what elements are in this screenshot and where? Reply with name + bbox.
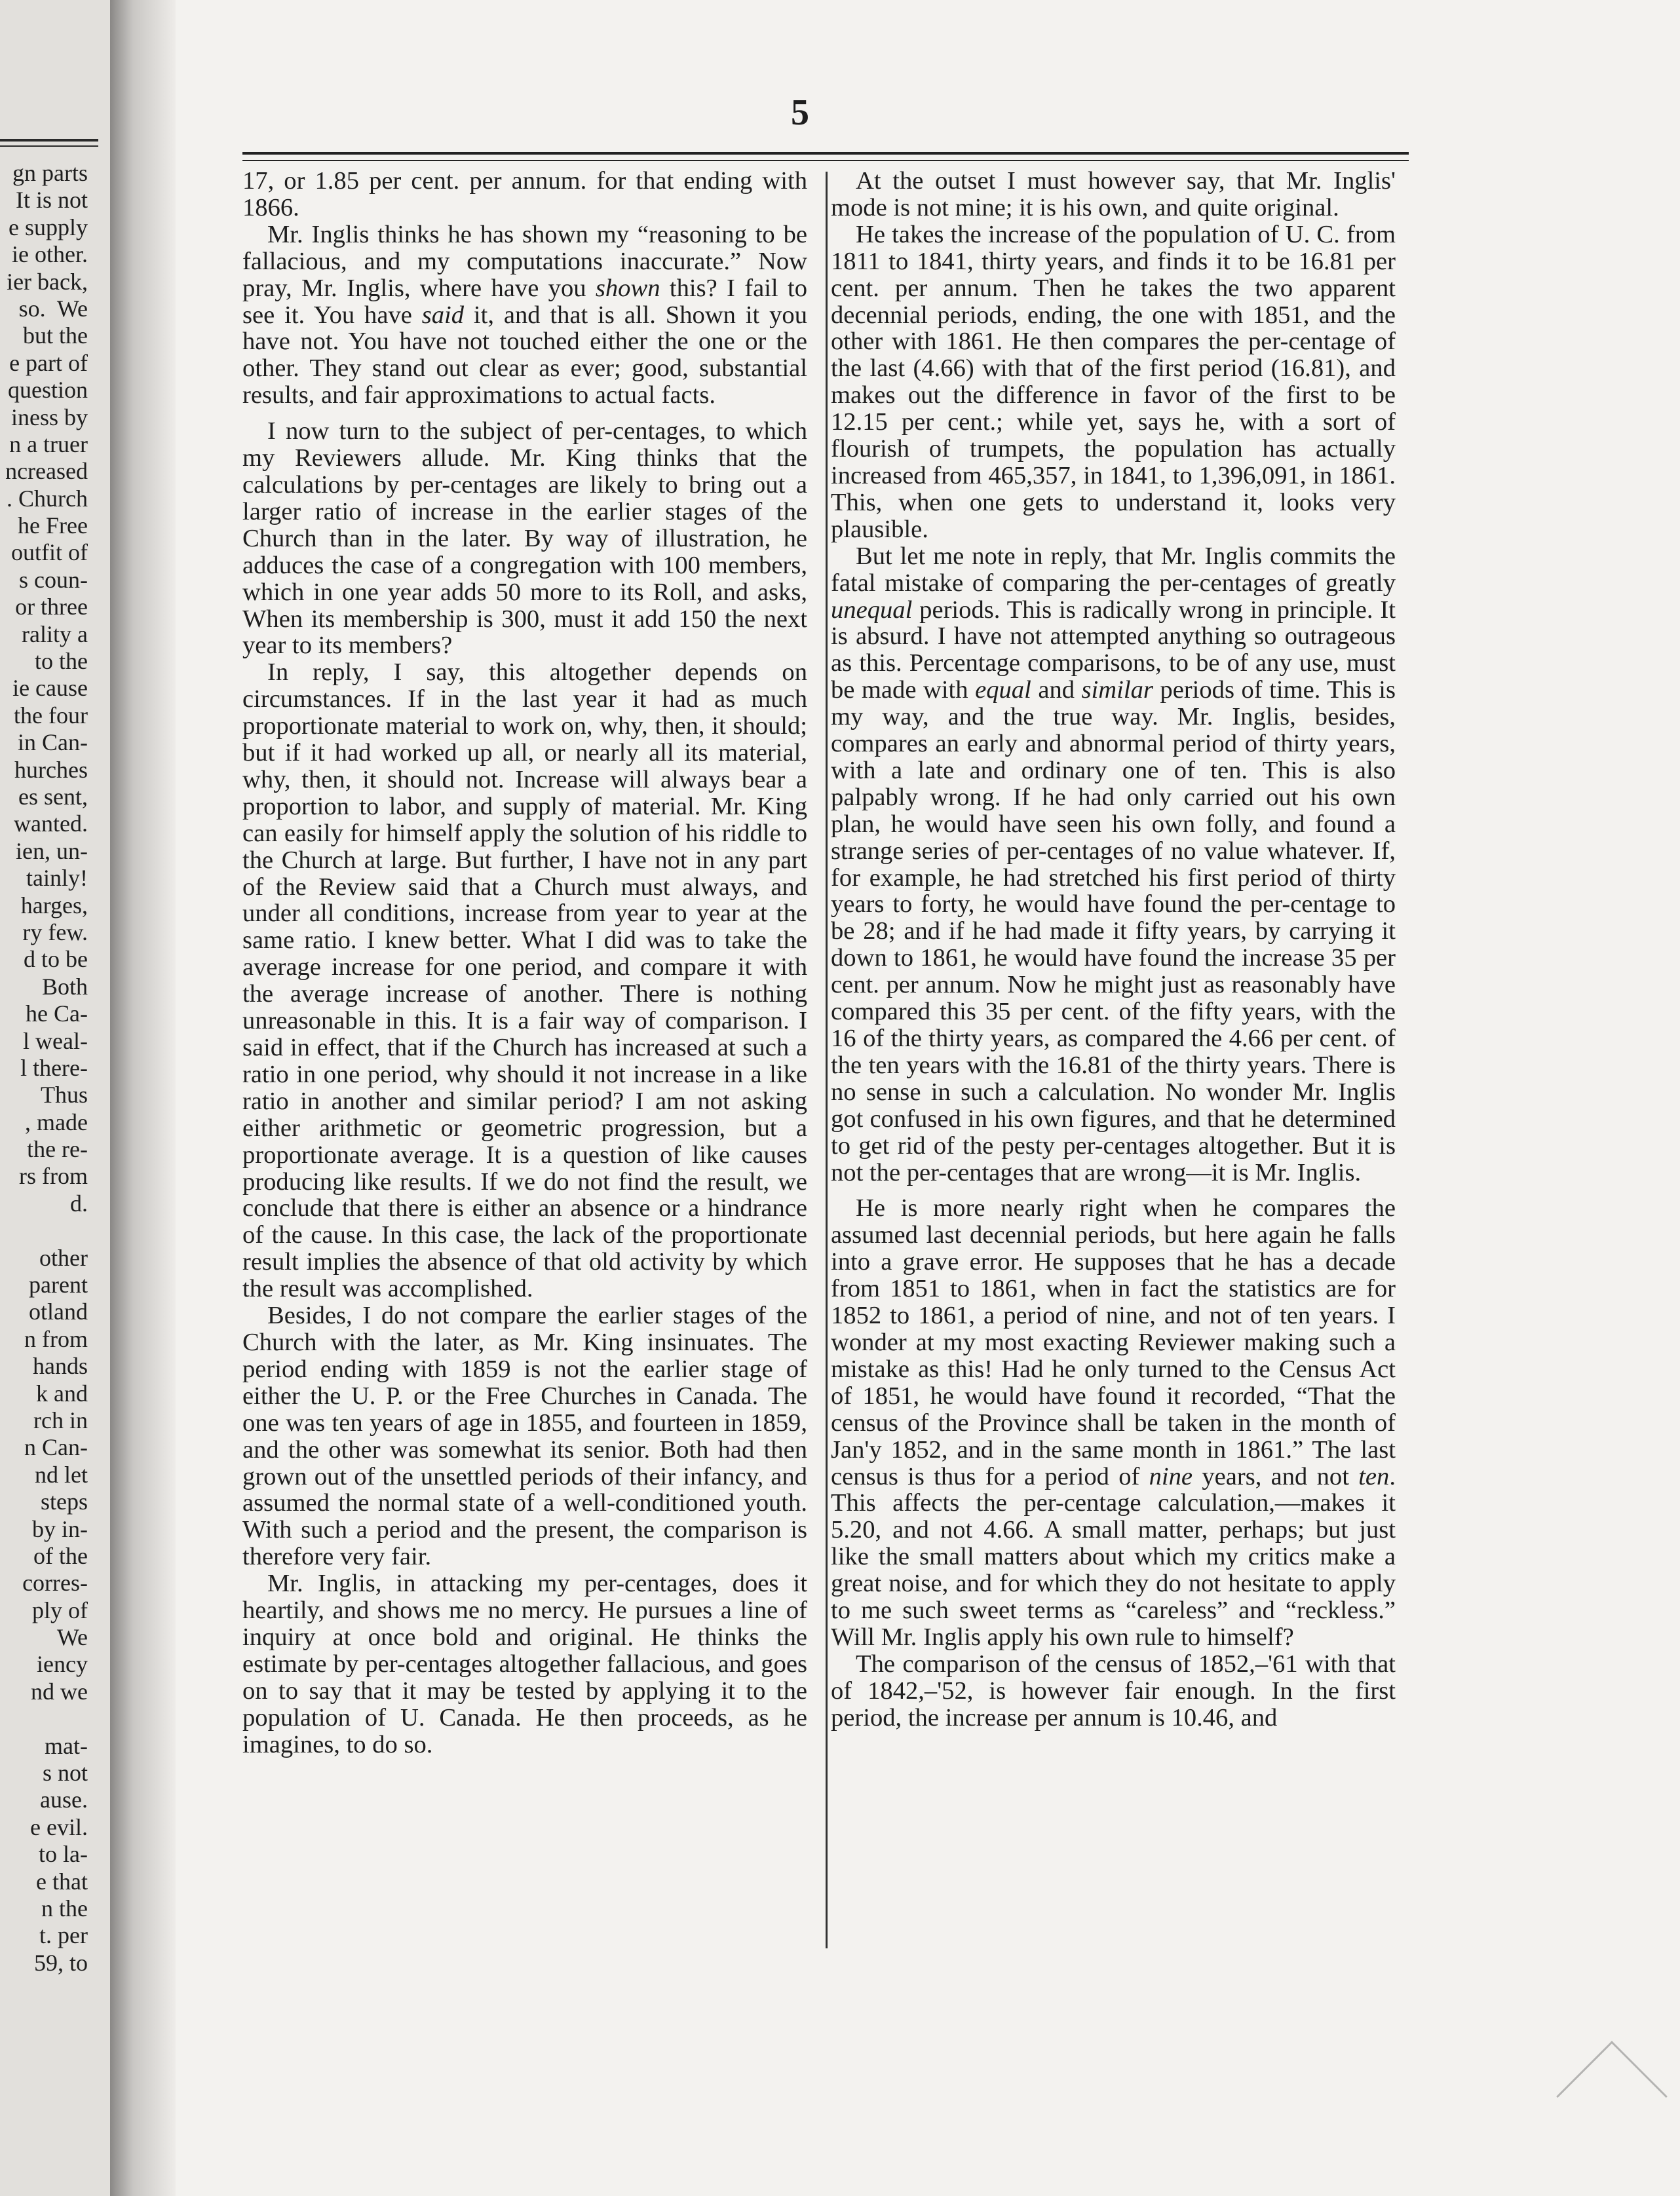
- facing-page-line: ause.: [40, 1787, 88, 1813]
- facing-page-line: of the: [33, 1542, 88, 1569]
- facing-page-line: k and: [36, 1380, 88, 1407]
- facing-page-line: ie other.: [12, 241, 88, 268]
- facing-page-line: nd we: [31, 1678, 88, 1705]
- facing-page-line: es sent,: [18, 783, 88, 810]
- facing-page-line: e evil.: [30, 1813, 88, 1840]
- facing-page-line: by in-: [32, 1515, 88, 1542]
- facing-page-line: n Can-: [24, 1434, 88, 1461]
- facing-page-text: [0, 160, 88, 1977]
- facing-page-line: steps: [41, 1488, 88, 1515]
- facing-page-line: so. We: [18, 295, 88, 322]
- facing-page-line: question: [8, 377, 88, 404]
- facing-page-line: he Free: [18, 512, 88, 539]
- facing-page-line: iness by: [11, 404, 88, 430]
- facing-page-line: the four: [14, 702, 88, 729]
- header-rule: [242, 152, 1409, 161]
- facing-page-line: iency: [37, 1651, 88, 1678]
- facing-page-line: hands: [33, 1353, 88, 1380]
- facing-page-line: e supply: [9, 214, 88, 240]
- facing-page-line: corres-: [22, 1570, 88, 1597]
- paragraph: The comparison of the census of 1852,–'61 with that of 1842,–'52, is however fair enough. In the first period, the increase per annum is 10.46, and: [831, 1650, 1396, 1732]
- facing-page-line: outfit of: [11, 539, 88, 566]
- facing-page-line: l there-: [20, 1054, 88, 1081]
- facing-page-line: Both: [41, 973, 88, 1000]
- facing-page-line: ie cause: [12, 675, 88, 702]
- facing-page-line: gn parts: [12, 160, 88, 186]
- book-gutter: [110, 0, 176, 2196]
- facing-page-line: We: [56, 1624, 88, 1651]
- facing-page-line: wanted.: [14, 810, 88, 837]
- facing-page-line: rch in: [33, 1407, 88, 1433]
- facing-page-line: ply of: [32, 1597, 88, 1623]
- facing-page-line: n from: [24, 1325, 88, 1352]
- facing-page-line: the re-: [27, 1136, 88, 1163]
- facing-page-line: mat-: [45, 1732, 88, 1759]
- facing-page-line: or three: [15, 594, 88, 620]
- facing-page-line: [0, 1705, 88, 1732]
- paragraph: I now turn to the subject of per-centages, to which my Reviewers allude. Mr. King thinks that the calculations by per-centages are likely to bring out a larger ratio of increase in the earlier stages of the Church than in the later. By way of illustration, he adduces the case of a congregation with 100 members, which in one year adds 50 more to its Roll, and asks, When its membership is 300, must it add 150 the next year to its members?: [242, 417, 807, 660]
- paragraph: Besides, I do not compare the earlier stages of the Church with the later, as Mr. King insinuates. The period ending with 1859 is not the earlier stage of either the U. P. or the Free Churches in Canada. The one was ten years of age in 1855, and fourteen in 1859, and the other was somewhat its senior. Both had then grown out of the unsettled periods of their infancy, and assumed the normal state of a well-conditioned youth. With such a period and the present, the comparison is therefore very fair.: [242, 1302, 807, 1571]
- facing-page-line: ien, un-: [16, 837, 88, 864]
- facing-page-line: 59, to: [33, 1949, 88, 1976]
- paragraph: He is more nearly right when he compares the assumed last decennial periods, but here again he falls into a grave error. He supposes that he has a decade from 1851 to 1861, when in fact the statistics are for 1852 to 1861, a period of nine, and not of ten years. I wonder at my most exacting Reviewer making such a mistake as this! Had he only turned to the Census Act of 1851, he would have found it recorded, “That the census of the Province shall be taken in the month of Jan'y 1852, and in the same month in 1861.” The last census is thus for a period of nine years, and not ten. This affects the per-centage calculation,—makes it 5.20, and not 4.66. A small matter, perhaps; but just like the small matters about which my critics make a great noise, and for which they do not hesitate to apply to me such sweet terms as “careless” and “reckless.” Will Mr. Inglis apply his own rule to himself?: [831, 1194, 1396, 1651]
- facing-page-line: he Ca-: [26, 1000, 88, 1027]
- paragraph: Mr. Inglis thinks he has shown my “reasoning to be fallacious, and my computations inaccurate.” Now pray, Mr. Inglis, where have you shown this? I fail to see it. You have said it, and that is all. Shown it you have not. You have not touched either the one or the other. They stand out clear as ever; good, substantial results, and fair approximations to actual facts.: [242, 220, 807, 409]
- paragraph: In reply, I say, this altogether depends on circumstances. If in the last year it had as much proportionate material to work on, why, then, it should; but if it had worked up all, or nearly all its material, why, then, it should not. Increase will always bear a proportion to labor, and supply of material. Mr. King can easily for himself apply the solution of his riddle to the Church at large. But further, I have not in any part of the Review said that a Church must always, and under all conditions, increase from year to year at the same ratio. I knew better. What I did was to take the average increase for one period, and compare it with the average increase of another. There is nothing unreasonable in this. It is a fair way of comparison. I said in effect, that if the Church has increased at such a ratio in one period, why should it not increase in a like ratio in another and similar period? I am not asking either arithmetic or geometric progression, but a proportionate average. It is a question of like causes producing like results. If we do not find the result, we conclude that there is either an absence or a hindrance of the cause. In this case, the lack of the proportionate result implies the absence of that old activity by which the result was accomplished.: [242, 658, 807, 1303]
- left-column: [242, 168, 807, 1758]
- facing-page-line: hurches: [14, 756, 88, 783]
- facing-page-line: harges,: [20, 892, 88, 918]
- facing-page-line: in Can-: [18, 729, 88, 756]
- facing-page-line: t. per: [39, 1922, 88, 1949]
- facing-page-line: d.: [70, 1190, 88, 1217]
- facing-page-line: [0, 1217, 88, 1244]
- paragraph: At the outset I must however say, that Mr. Inglis' mode is not mine; it is his own, and quite original.: [831, 167, 1396, 221]
- facing-page-line: ier back,: [7, 268, 88, 295]
- paragraph: Mr. Inglis, in attacking my per-centages, does it heartily, and shows me no mercy. He pursues a line of inquiry at once bold and original. He thinks the estimate by per-centages altogether fallacious, and goes on to say that it may be tested by applying it to the population of U. Canada. He then proceeds, as he imagines, to do so.: [242, 1570, 807, 1758]
- facing-page-line: nd let: [35, 1461, 88, 1488]
- paragraph: 17, or 1.85 per cent. per annum. for that ending with 1866.: [242, 167, 807, 221]
- facing-page-line: l weal-: [23, 1027, 88, 1054]
- facing-page-line: e part of: [9, 349, 88, 376]
- paragraph: But let me note in reply, that Mr. Inglis commits the fatal mistake of comparing the per-centages of greatly unequal periods. This is radically wrong in principle. It is absurd. I have not attempted anything so outrageous as this. Percentage comparisons, to be of any use, must be made with equal and similar periods of time. This is my way, and the true way. Mr. Inglis, besides, compares an early and abnormal period of thirty years, with a late and ordinary one of ten. This is also palpably wrong. If he had only carried out his own plan, he would have seen his own folly, and found a strange series of per-centages of no value whatever. If, for example, he had stretched his first period of thirty years to forty, he would have found the per-centage to be 28; and if he had made it fifty years, by carrying it down to 1861, he would have found the increase 35 per cent. per annum. Now he might just as reasonably have compared this 35 per cent. of the fifty years, with the 16 of the thirty years, as compared the 4.66 per cent. of the ten years with the 16.81 of the thirty years. There is no sense in such a calculation. No wonder Mr. Inglis got confused in his own figures, and that he determined to get rid of the pesty per-centages altogether. But it is not the per-centages that are wrong—it is Mr. Inglis.: [831, 542, 1396, 1186]
- facing-page-line: ncreased: [5, 458, 88, 485]
- facing-page-line: rs from: [19, 1163, 88, 1190]
- facing-page-line: It is not: [15, 187, 88, 214]
- facing-page-line: e that: [36, 1868, 88, 1895]
- facing-page-line: other: [39, 1244, 88, 1271]
- facing-page-line: rality a: [22, 620, 88, 647]
- facing-page-line: tainly!: [26, 865, 88, 892]
- facing-page-line: s coun-: [19, 566, 88, 593]
- facing-page-rule: [0, 139, 98, 147]
- facing-page-line: n a truer: [9, 430, 88, 457]
- facing-page-line: Thus: [41, 1082, 88, 1108]
- column-divider: [826, 172, 828, 1948]
- facing-page-line: ry few.: [22, 918, 88, 945]
- facing-page-edge: [0, 0, 110, 2196]
- facing-page-line: otland: [29, 1298, 88, 1325]
- right-column: [831, 168, 1396, 1732]
- paragraph: He takes the increase of the population of U. C. from 1811 to 1841, thirty years, and finds it to be 16.81 per cent. per annum. Then he takes the two apparent decennial periods, ending, the one with 1851, and the other with 1861. He then compares the per-centage of the last (4.66) with that of the first period (16.81), and makes out the difference in favor of the first to be 12.15 per cent.; while yet, says he, with a sort of flourish of trumpets, the population has actually increased from 465,357, in 1841, to 1,396,091, in 1861. This, when one gets to understand it, looks very plausible.: [831, 220, 1396, 543]
- facing-page-line: to the: [35, 648, 88, 675]
- facing-page-line: to la-: [39, 1841, 88, 1868]
- facing-page-line: n the: [41, 1895, 88, 1922]
- facing-page-line: d to be: [24, 946, 88, 973]
- facing-page-line: , made: [25, 1108, 88, 1135]
- facing-page-line: parent: [29, 1272, 88, 1298]
- page-number: 5: [791, 92, 809, 133]
- facing-page-line: s not: [42, 1760, 88, 1787]
- facing-page-line: . Church: [7, 485, 88, 512]
- facing-page-line: but the: [23, 322, 88, 349]
